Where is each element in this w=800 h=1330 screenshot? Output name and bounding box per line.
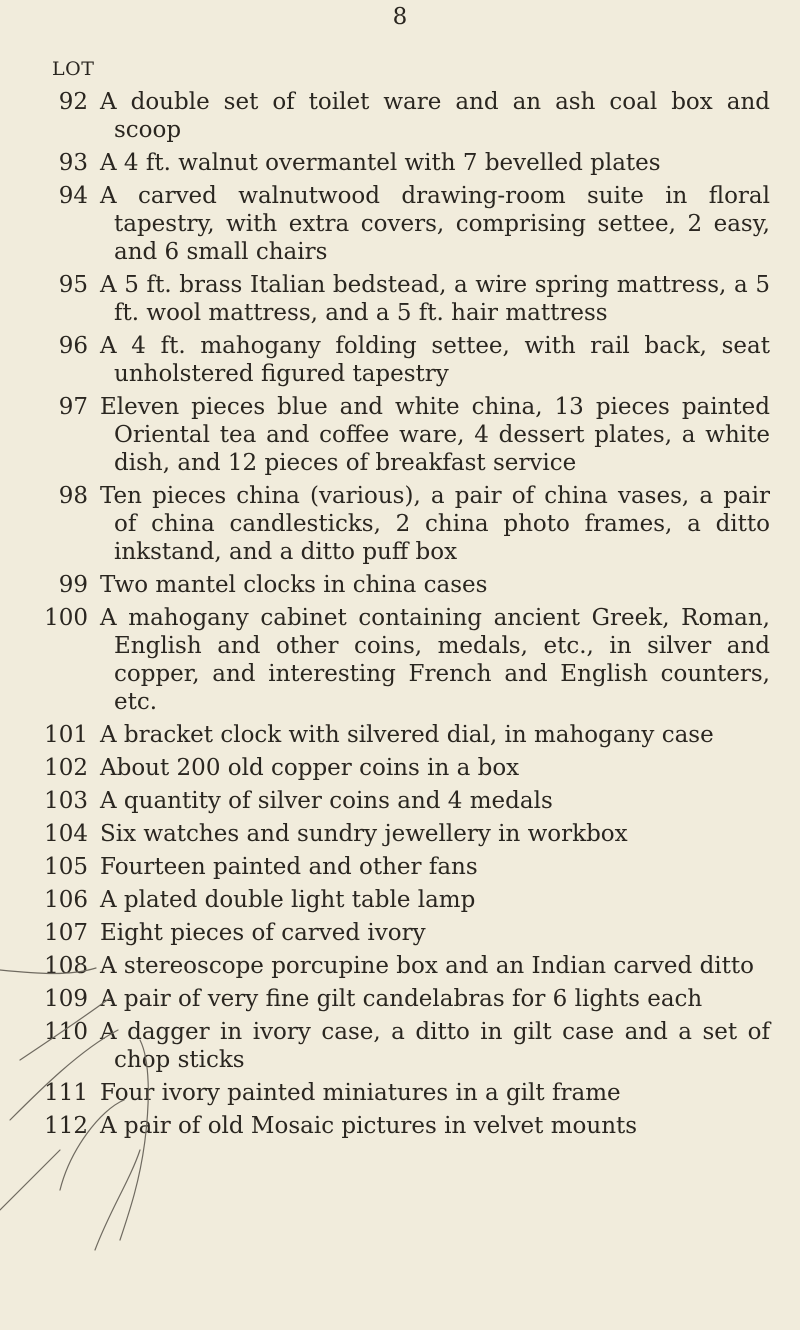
lot-entry <box>0 571 800 599</box>
lot-description: Two mantel clocks in china cases <box>100 572 488 598</box>
lot-entry <box>0 1079 800 1107</box>
lot-description: Fourteen painted and other fans <box>100 854 478 880</box>
lot-entry <box>0 604 800 716</box>
lot-entry <box>0 1112 800 1140</box>
lot-number: 107 <box>44 920 88 946</box>
lot-number: 93 <box>58 150 88 176</box>
lot-number: 95 <box>58 272 88 298</box>
lot-description: A plated double light table lamp <box>100 887 476 913</box>
lot-number: 111 <box>44 1080 88 1106</box>
lot-entry <box>0 271 800 327</box>
lot-number: 100 <box>44 605 88 631</box>
lot-number: 96 <box>58 333 88 359</box>
lot-entry <box>0 754 800 782</box>
lot-entry <box>0 1018 800 1074</box>
lot-column-header: LOT <box>52 58 95 80</box>
lot-entry <box>0 919 800 947</box>
lot-entry <box>0 393 800 477</box>
lot-number: 102 <box>44 755 88 781</box>
lot-entry <box>0 482 800 566</box>
lot-description: A 4 ft. mahogany folding settee, with rail back, seat unholstered figured tapestry <box>100 333 770 387</box>
lot-description: Six watches and sundry jewellery in workbox <box>100 821 628 847</box>
lot-entry <box>0 149 800 177</box>
lot-description: A pair of very fine gilt candelabras for 6 lights each <box>100 986 703 1012</box>
lot-number: 109 <box>44 986 88 1012</box>
lot-description: About 200 old copper coins in a box <box>100 755 520 781</box>
lot-description: A 4 ft. walnut overmantel with 7 bevelled plates <box>100 150 661 176</box>
lot-description: Four ivory painted miniatures in a gilt frame <box>100 1080 621 1106</box>
lot-description: A carved walnutwood drawing-room suite in floral tapestry, with extra covers, comprising settee, 2 easy, and 6 small chairs <box>100 183 770 265</box>
lot-number: 112 <box>44 1113 88 1139</box>
lot-description: A pair of old Mosaic pictures in velvet mounts <box>100 1113 638 1139</box>
lot-number: 108 <box>44 953 88 979</box>
lot-description: A 5 ft. brass Italian bedstead, a wire spring mattress, a 5 ft. wool mattress, and a 5 ft. hair mattress <box>100 272 770 326</box>
lot-number: 99 <box>58 572 88 598</box>
lot-description: A double set of toilet ware and an ash coal box and scoop <box>100 89 770 143</box>
lot-entry <box>0 88 800 144</box>
lot-entry <box>0 787 800 815</box>
lot-entry <box>0 985 800 1013</box>
lot-entry <box>0 332 800 388</box>
lot-number: 98 <box>58 483 88 509</box>
lot-entry <box>0 886 800 914</box>
lot-description: A mahogany cabinet containing ancient Greek, Roman, English and other coins, medals, etc., in silver and copper, and interesting French and English counters, etc. <box>100 605 770 715</box>
lot-number: 106 <box>44 887 88 913</box>
lot-number: 94 <box>58 183 88 209</box>
lot-entry <box>0 721 800 749</box>
lot-entry <box>0 952 800 980</box>
lot-description: Eleven pieces blue and white china, 13 pieces painted Oriental tea and coffee ware, 4 dessert plates, a white dish, and 12 pieces of breakfast service <box>100 394 770 476</box>
lot-description: A quantity of silver coins and 4 medals <box>100 788 553 814</box>
lot-number: 105 <box>44 854 88 880</box>
lot-number: 104 <box>44 821 88 847</box>
lot-description: Eight pieces of carved ivory <box>100 920 426 946</box>
lot-number: 92 <box>58 89 88 115</box>
lot-description: A bracket clock with silvered dial, in mahogany case <box>100 722 714 748</box>
page-number: 8 <box>392 4 408 30</box>
lot-description: A stereoscope porcupine box and an Indian carved ditto <box>100 953 754 979</box>
lot-number: 101 <box>44 722 88 748</box>
lot-entry <box>0 820 800 848</box>
lot-list <box>0 88 800 1140</box>
lot-entry <box>0 853 800 881</box>
lot-number: 110 <box>44 1019 88 1045</box>
lot-description: Ten pieces china (various), a pair of china vases, a pair of china candlesticks, 2 china photo frames, a ditto inkstand, and a ditto puff box <box>100 483 770 565</box>
lot-entry <box>0 182 800 266</box>
lot-number: 97 <box>58 394 88 420</box>
lot-description: A dagger in ivory case, a ditto in gilt case and a set of chop sticks <box>100 1019 770 1073</box>
lot-number: 103 <box>44 788 88 814</box>
